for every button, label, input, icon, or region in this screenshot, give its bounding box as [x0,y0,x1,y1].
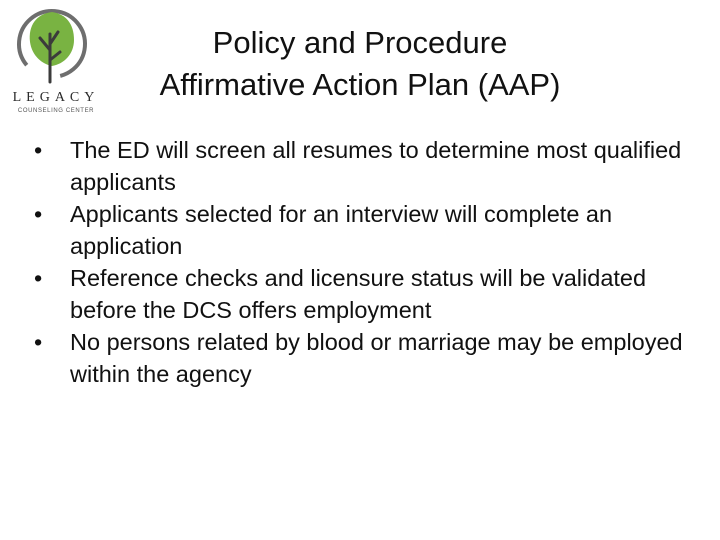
bullet-item [34,262,684,326]
tree-logo-icon [6,4,102,90]
bullet-text: The ED will screen all resumes to determine most qualified applicants [70,137,682,195]
bullet-icon: • [34,265,43,291]
legacy-logo [6,4,102,116]
bullet-text: Reference checks and licensure status will be validated before the DCS offers employment [70,265,647,323]
logo-subtitle: COUNSELING CENTER [17,108,95,114]
bullet-item [34,134,684,198]
bullet-item [34,326,684,390]
bullet-icon: • [34,201,43,227]
title-line-1: Policy and Procedure [212,25,508,60]
bullet-item [34,198,684,262]
logo-wordmark: LEGACY [12,90,100,105]
bullet-list [34,134,684,390]
bullet-text: No persons related by blood or marriage may be employed within the agency [70,329,683,387]
slide-title [110,22,610,106]
title-line-2: Affirmative Action Plan (AAP) [159,67,561,102]
bullet-icon: • [34,329,43,355]
bullet-icon: • [34,137,43,163]
bullet-text: Applicants selected for an interview will complete an application [70,201,613,259]
